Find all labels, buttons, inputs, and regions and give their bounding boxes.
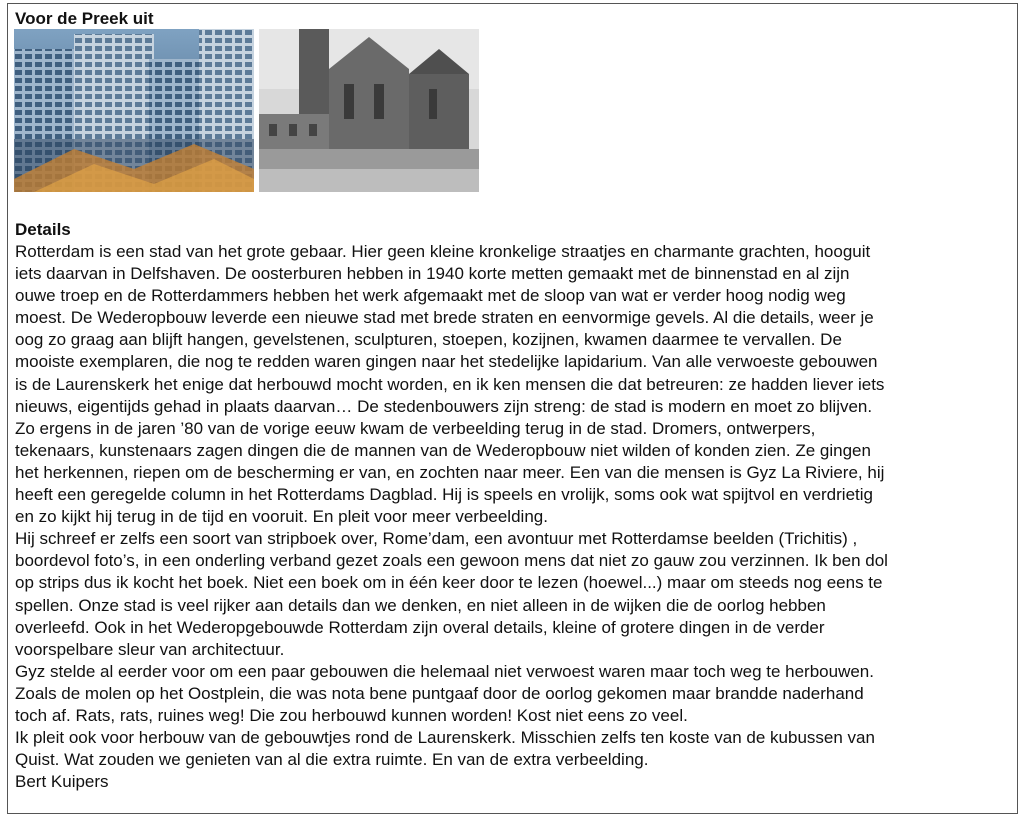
details-heading: Details bbox=[15, 220, 71, 239]
paragraph-2: Hij schreef er zelfs een soort van stripboek over, Rome’dam, een avontuur met Rotterdamse beelden (Trichitis) , boordevol foto’s, in een onderling verband gezet zoals een gewoon mens dat niet zo gauw zou verzinnen. Ik ben dol op strips dus ik kocht het boek. Niet een boek om in één keer door te lezen (hoewel...) maar om steeds nog eens te spellen. Onze stad is veel rijker aan details dan we denken, en niet alleen in de wijken die de oorlog hebben overleefd. Ook in het Wederopgebouwde Rotterdam zijn overal details, kleine of grotere dingen in de verder voorspelbare sleur van architectuur. bbox=[15, 529, 888, 659]
paragraph-4: Ik pleit ook voor herbouw van de gebouwtjes rond de Laurenskerk. Misschien zelfs ten koste van de kubussen van Quist. Wat zouden we genieten van al die extra ruimte. En van de extra verbeelding. bbox=[15, 728, 875, 770]
cube-houses-photo bbox=[14, 29, 254, 192]
article-title: Voor de Preek uit bbox=[15, 9, 154, 28]
author-signature: Bert Kuipers bbox=[15, 772, 109, 792]
laurenskerk-photo bbox=[259, 29, 479, 192]
paragraph-3: Gyz stelde al eerder voor om een paar gebouwen die helemaal niet verwoest waren maar toch weg te herbouwen. Zoals de molen op het Oostplein, die was nota bene puntgaaf door de oorlog gekomen maar brandde naderhand toch af. Rats, rats, ruines weg! Die zou herbouwd kunnen worden! Kost niet eens zo veel. bbox=[15, 661, 874, 725]
article-frame bbox=[7, 3, 1018, 814]
details-section bbox=[15, 219, 1019, 793]
paragraph-1: Rotterdam is een stad van het grote gebaar. Hier geen kleine kronkelige straatjes en charmante grachten, hooguit iets daarvan in Delfshaven. De oosterburen hebben in 1940 korte metten gemaakt met de binnenstad en al zijn ouwe troep en de Rotterdammers hebben het werk afgemaakt met de sloop van wat er verder hoog nodig weg moest. De Wederopbouw leverde een nieuwe stad met brede straten en eenvormige gevels. Al die details, weer je oog zo graag aan blijft hangen, gevelstenen, sculpturen, stoepen, kozijnen, kwamen daarmee te vervallen. De mooiste exemplaren, die nog te redden waren gingen naar het stedelijke lapidarium. Van alle verwoeste gebouwen is de Laurenskerk het enige dat herbouwd mocht worden, en ik ken mensen die dat betreuren: ze hadden liever iets nieuws, eigentijds gehad in plaats daarvan… De stedenbouwers zijn streng: de stad is modern en moet zo blijven. Zo ergens in de jaren ’80 van de vorige eeuw kwam de verbeelding terug in de stad. Dromers, ontwerpers, tekenaars, kunstenaars zagen dingen die de mannen van de Wederopbouw niet wilden of konden zien. Ze gingen het herkennen, riepen om de bescherming er van, en zochten naar meer. Een van die mensen is Gyz La Riviere, hij heeft een geregelde column in het Rotterdams Dagblad. Hij is speels en vrolijk, soms ook wat spijtvol en verdrietig en zo kijkt hij terug in de tijd en vooruit. En pleit voor meer verbeelding. bbox=[15, 242, 885, 527]
